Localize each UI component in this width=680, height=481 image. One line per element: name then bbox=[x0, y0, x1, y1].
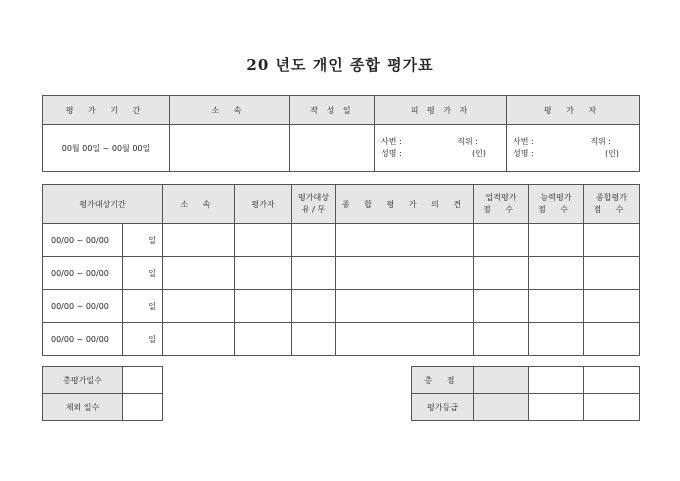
row-opinion[interactable] bbox=[336, 323, 474, 356]
row-days-unit: 일 bbox=[123, 323, 163, 356]
row-opinion[interactable] bbox=[336, 257, 474, 290]
col-evaluator: 평가자 bbox=[235, 185, 292, 224]
total-score-ability[interactable] bbox=[529, 367, 584, 394]
row-perf[interactable] bbox=[474, 323, 529, 356]
row-period[interactable]: 00/00 ~ 00/00 bbox=[43, 257, 123, 290]
row-target[interactable] bbox=[292, 323, 336, 356]
name-label: 성명 : bbox=[381, 149, 402, 158]
row-ability[interactable] bbox=[529, 224, 584, 257]
header-info-table bbox=[42, 95, 640, 172]
table-row bbox=[43, 323, 640, 356]
page-title: 20 년도 개인 종합 평가표 bbox=[246, 56, 434, 74]
header-written-date: 작 성 일 bbox=[290, 96, 375, 125]
col-perf-line2: 점 수 bbox=[483, 205, 519, 214]
evaluatee-info[interactable] bbox=[375, 125, 507, 172]
grade-total[interactable] bbox=[584, 394, 640, 421]
row-opinion[interactable] bbox=[336, 224, 474, 257]
row-evaluator[interactable] bbox=[235, 323, 292, 356]
table-row bbox=[43, 257, 640, 290]
header-eval-period: 평 가 기 간 bbox=[43, 96, 170, 125]
row-total[interactable] bbox=[584, 257, 640, 290]
row-total[interactable] bbox=[584, 224, 640, 257]
position-label: 직위 : bbox=[457, 137, 478, 146]
header-dept: 소 속 bbox=[170, 96, 290, 125]
dept-value[interactable] bbox=[170, 125, 290, 172]
score-summary-table bbox=[411, 366, 640, 421]
col-total-line1: 종합평가 bbox=[596, 193, 627, 202]
days-summary-table bbox=[42, 366, 163, 421]
grade-perf[interactable] bbox=[474, 394, 529, 421]
row-days-unit: 일 bbox=[123, 224, 163, 257]
employee-no-label: 사번 : bbox=[513, 137, 534, 146]
col-perf-line1: 업적평가 bbox=[485, 193, 517, 202]
row-period[interactable]: 00/00 ~ 00/00 bbox=[43, 323, 123, 356]
row-period[interactable]: 00/00 ~ 00/00 bbox=[43, 290, 123, 323]
col-opinion: 종 합 평 가 의 견 bbox=[336, 185, 474, 224]
row-evaluator[interactable] bbox=[235, 290, 292, 323]
row-dept[interactable] bbox=[163, 257, 235, 290]
row-days-unit: 일 bbox=[123, 290, 163, 323]
row-dept[interactable] bbox=[163, 290, 235, 323]
col-eval-period: 평가대상기간 bbox=[43, 185, 163, 224]
row-dept[interactable] bbox=[163, 224, 235, 257]
row-target[interactable] bbox=[292, 224, 336, 257]
row-target[interactable] bbox=[292, 257, 336, 290]
excluded-days-label: 제외 일수 bbox=[43, 394, 123, 421]
table-row bbox=[43, 224, 640, 257]
total-days-label: 총평가일수 bbox=[43, 367, 123, 394]
col-target-line1: 평가대상 bbox=[298, 193, 329, 202]
row-evaluator[interactable] bbox=[235, 257, 292, 290]
col-ability-line1: 능력평가 bbox=[540, 193, 572, 202]
header-evaluator: 평 가 자 bbox=[507, 96, 640, 125]
col-ability-score bbox=[529, 185, 584, 224]
col-ability-line2: 점 수 bbox=[538, 205, 574, 214]
eval-period-value[interactable]: 00월 00일 ~ 00월 00일 bbox=[43, 125, 170, 172]
row-evaluator[interactable] bbox=[235, 224, 292, 257]
grade-label: 평가등급 bbox=[412, 394, 474, 421]
row-ability[interactable] bbox=[529, 290, 584, 323]
row-perf[interactable] bbox=[474, 224, 529, 257]
row-perf[interactable] bbox=[474, 290, 529, 323]
col-target bbox=[292, 185, 336, 224]
col-total-line2: 점 수 bbox=[593, 205, 630, 214]
col-perf-score bbox=[474, 185, 529, 224]
row-dept[interactable] bbox=[163, 323, 235, 356]
employee-no-label: 사번 : bbox=[381, 137, 402, 146]
row-ability[interactable] bbox=[529, 323, 584, 356]
seal-label: (인) bbox=[605, 149, 619, 158]
header-evaluatee: 피 평 가 자 bbox=[375, 96, 507, 125]
written-date-value[interactable] bbox=[290, 125, 375, 172]
grade-ability[interactable] bbox=[529, 394, 584, 421]
col-target-line2: 유 / 무 bbox=[301, 205, 326, 214]
row-opinion[interactable] bbox=[336, 290, 474, 323]
row-perf[interactable] bbox=[474, 257, 529, 290]
total-score-label: 총 점 bbox=[412, 367, 474, 394]
total-score-perf[interactable] bbox=[474, 367, 529, 394]
table-row bbox=[43, 290, 640, 323]
col-total-score bbox=[584, 185, 640, 224]
total-score-total[interactable] bbox=[584, 367, 640, 394]
excluded-days-value[interactable] bbox=[123, 394, 163, 421]
row-total[interactable] bbox=[584, 290, 640, 323]
position-label: 직위 : bbox=[590, 137, 611, 146]
row-total[interactable] bbox=[584, 323, 640, 356]
row-period[interactable]: 00/00 ~ 00/00 bbox=[43, 224, 123, 257]
seal-label: (인) bbox=[472, 149, 486, 158]
row-days-unit: 일 bbox=[123, 257, 163, 290]
total-days-value[interactable] bbox=[123, 367, 163, 394]
evaluation-table bbox=[42, 184, 640, 356]
name-label: 성명 : bbox=[513, 149, 534, 158]
evaluator-info[interactable] bbox=[507, 125, 640, 172]
col-dept: 소 속 bbox=[163, 185, 235, 224]
row-ability[interactable] bbox=[529, 257, 584, 290]
row-target[interactable] bbox=[292, 290, 336, 323]
